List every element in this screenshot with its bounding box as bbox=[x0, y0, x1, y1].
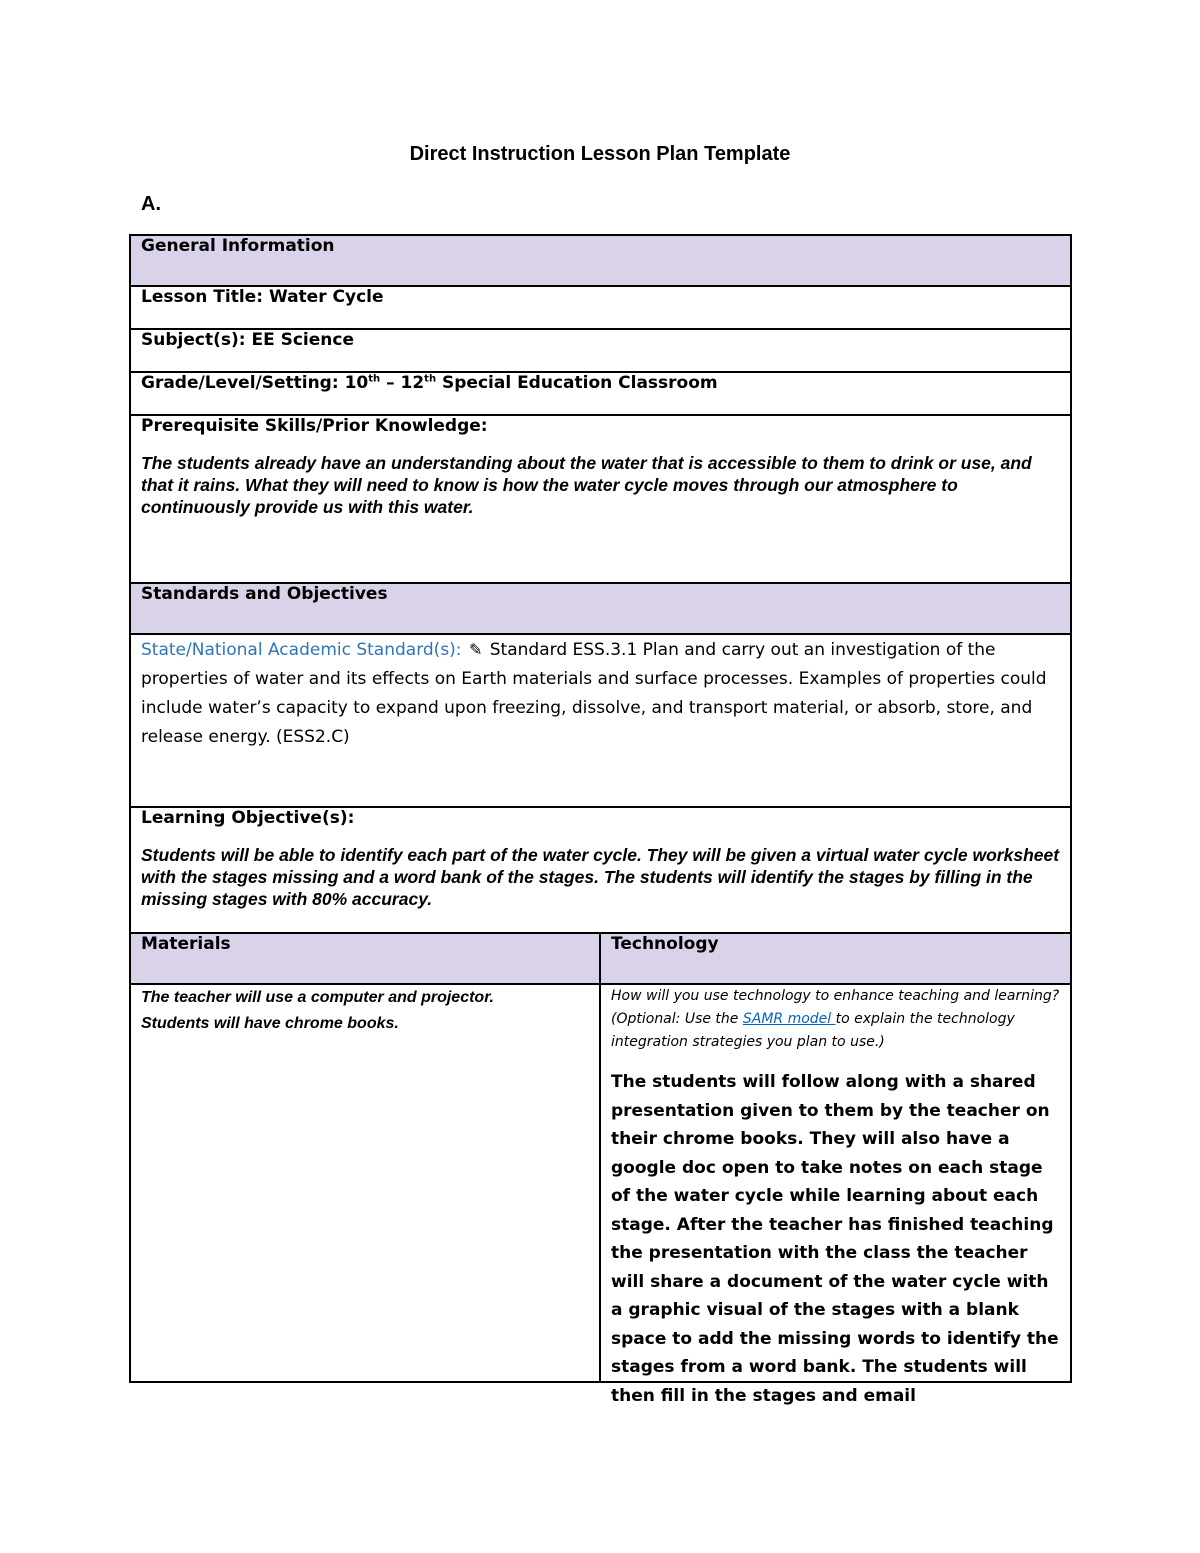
standard-label: State/National Academic Standard(s): bbox=[141, 640, 462, 660]
samr-model-link[interactable]: SAMR model bbox=[742, 1011, 836, 1027]
objective-text: Students will be able to identify each part of the water cycle. They will be given a virtual water cycle worksheet with the stages missing and a word bank of the stages. The students will identify the stages by filling in the missing stages with 80% accuracy. bbox=[141, 845, 1060, 909]
subjects-value: EE Science bbox=[251, 330, 354, 350]
lesson-title-field bbox=[130, 286, 1071, 329]
section-letter: A. bbox=[141, 193, 161, 215]
prerequisite-label: Prerequisite Skills/Prior Knowledge: bbox=[141, 416, 488, 436]
grade-label: Grade/Level/Setting: bbox=[141, 373, 339, 393]
technology-text: The students will follow along with a shared presentation given to them by the teacher on their chrome books. They will also have a google doc open to take notes on each stage of the water cycle while learning about each stage. After the teacher has finished teaching the presentation with the class the teacher will share a document of the water cycle with a graphic visual of the stages with a blank space to add the missing words to identify the stages from a word bank. The students will then fill in the stages and email bbox=[611, 1072, 1059, 1406]
standard-text: Standard ESS.3.1 Plan and carry out an investigation of the properties of water and its effects on Earth materials and surface processes. Examples of properties could include water’s capacity to expand upon freezing, dissolve, and transport material, or absorb, store, and release energy. (ESS2.C) bbox=[141, 640, 1047, 747]
grade-to: 12 bbox=[400, 373, 425, 393]
prerequisite-text: The students already have an understanding about the water that is accessible to them to drink or use, and that it rains. What they will need to know is how the water cycle moves through our atmosphere to continuously provide us with this water. bbox=[141, 453, 1032, 517]
standards-objectives-header: Standards and Objectives bbox=[130, 583, 1071, 634]
materials-cell bbox=[130, 984, 600, 1382]
grade-from: 10 bbox=[344, 373, 369, 393]
learning-objective-field bbox=[130, 807, 1071, 933]
technology-prompt bbox=[611, 985, 1060, 1054]
document-title: Direct Instruction Lesson Plan Template bbox=[409, 143, 791, 165]
lesson-plan-table bbox=[129, 234, 1072, 1406]
academic-standard-field bbox=[130, 634, 1071, 807]
materials-line-2: Students will have chrome books. bbox=[141, 1015, 399, 1032]
technology-prompt-end: to explain the technology integration strategies you plan to use.) bbox=[611, 1011, 1015, 1050]
materials-line-1: The teacher will use a computer and projector. bbox=[141, 989, 494, 1006]
technology-cell bbox=[600, 984, 1071, 1406]
lesson-title-value: Water Cycle bbox=[268, 287, 384, 307]
general-information-header: General Information bbox=[130, 235, 1071, 286]
pencil-icon: ✎ bbox=[468, 640, 483, 659]
grade-separator: – bbox=[380, 373, 401, 393]
technology-prompt-start: How will you use technology to enhance teaching and learning? (Optional: Use the bbox=[611, 988, 1060, 1027]
subjects-field bbox=[130, 329, 1071, 372]
materials-header: Materials bbox=[130, 933, 600, 984]
technology-header: Technology bbox=[600, 933, 1071, 984]
grade-from-suffix: th bbox=[368, 373, 381, 385]
grade-to-suffix: th bbox=[424, 373, 437, 385]
objective-label: Learning Objective(s): bbox=[141, 808, 355, 828]
grade-setting: Special Education Classroom bbox=[442, 373, 718, 393]
lesson-title-label: Lesson Title: bbox=[141, 287, 264, 307]
subjects-label: Subject(s): bbox=[141, 330, 246, 350]
grade-level-setting-field bbox=[130, 372, 1071, 415]
prerequisite-skills-field bbox=[130, 415, 1071, 583]
